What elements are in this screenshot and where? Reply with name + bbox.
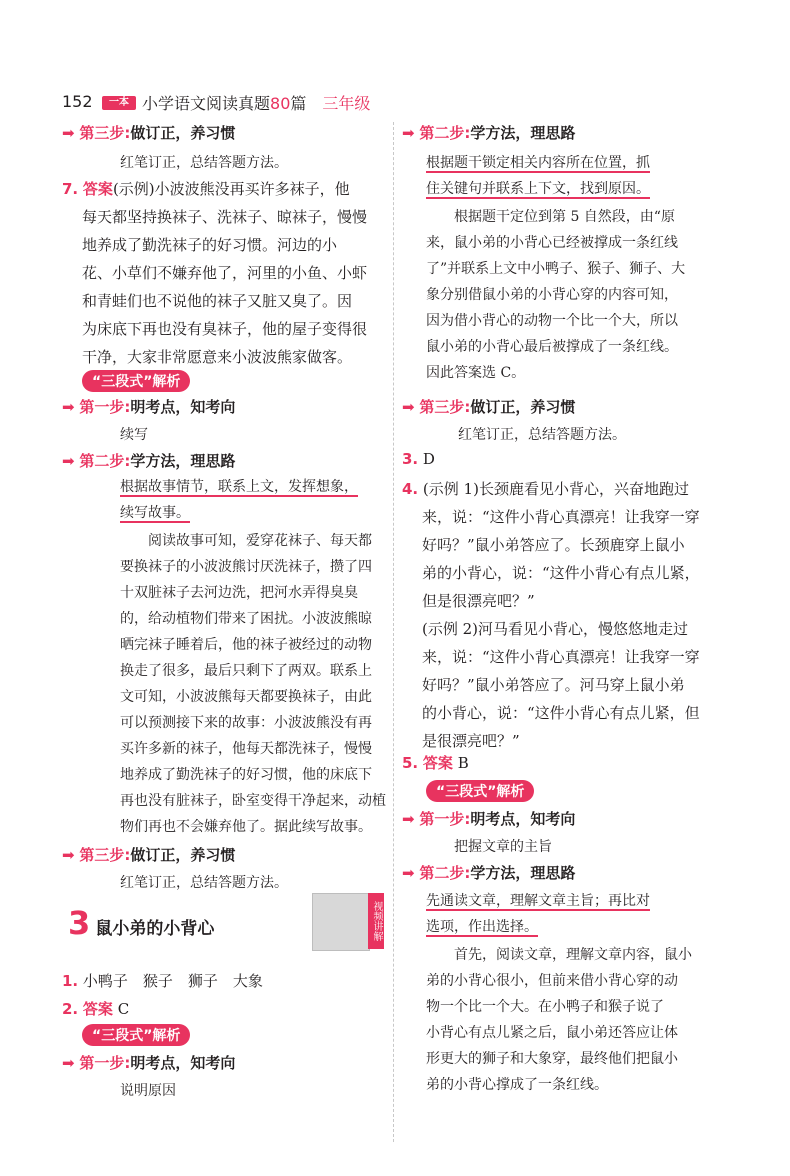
- step2-heading: ➡ 第二步:学方法，理思路: [402, 864, 576, 882]
- analysis-line: 十双脏袜子去河边洗，把河水弄得臭臭: [120, 585, 358, 601]
- analysis-line: 形更大的狮子和大象穿，最终他们把鼠小: [426, 1051, 678, 1067]
- answer-7-line: 干净，大家非常愿意来小波波熊家做客。: [82, 348, 353, 366]
- analysis-line: 小背心有点儿紧之后，鼠小弟还答应让体: [426, 1025, 678, 1041]
- step2-method: 续写故事。: [120, 505, 190, 521]
- brand-logo: 一本: [102, 96, 136, 110]
- step1-heading: ➡ 第一步:明考点，知考向: [62, 1054, 236, 1072]
- analysis-line: 晒完袜子睡着后，他的袜子被经过的动物: [120, 637, 372, 653]
- arrow-icon: ➡: [62, 398, 75, 416]
- step2-method: 根据题干锁定相关内容所在位置，抓: [426, 155, 650, 171]
- analysis-line: 因为借小背心的动物一个比一个大，所以: [426, 313, 678, 329]
- step3-body: 红笔订正，总结答题方法。: [458, 427, 626, 443]
- step3-heading: ➡ 第三步:做订正，养习惯: [402, 398, 576, 416]
- arrow-icon: ➡: [402, 124, 415, 142]
- arrow-icon: ➡: [62, 124, 75, 142]
- analysis-tag: “三段式”解析: [426, 780, 534, 802]
- grade-label: 三年级: [322, 94, 371, 113]
- page-header: [62, 88, 742, 116]
- analysis-line: 再也没有脏袜子，卧室变得干净起来，动植: [120, 793, 386, 809]
- analysis-tag: “三段式”解析: [82, 370, 190, 392]
- step1-body: 说明原因: [120, 1083, 176, 1099]
- step1-body: 把握文章的主旨: [454, 839, 552, 855]
- analysis-line: 来，鼠小弟的小背心已经被撑成一条红线: [426, 235, 678, 251]
- step1-heading: ➡ 第一步:明考点，知考向: [402, 810, 576, 828]
- answer-4-line: 但是很漂亮吧？”: [422, 592, 535, 610]
- answer-4-line: 好吗？”鼠小弟答应了。长颈鹿穿上鼠小: [422, 536, 685, 554]
- answer-7-first: 7. 答案(示例)小波波熊没再买许多袜子，他: [62, 180, 350, 198]
- column-divider: [393, 122, 394, 1142]
- section-heading: 3 鼠小弟的小背心: [68, 904, 215, 942]
- step2-method: 根据故事情节，联系上文，发挥想象，: [120, 479, 358, 495]
- step3-heading: ➡ 第三步:做订正，养习惯: [62, 846, 236, 864]
- step2-heading: ➡ 第二步:学方法，理思路: [62, 452, 236, 470]
- analysis-line: 文可知，小波波熊每天都要换袜子，由此: [120, 689, 372, 705]
- answer-4-line: 来，说：“这件小背心真漂亮！让我穿一穿: [422, 508, 700, 526]
- analysis-tag: “三段式”解析: [82, 1024, 190, 1046]
- analysis-line: 因此答案选 C。: [426, 365, 526, 381]
- answer-1: 1. 小鸭子 猴子 狮子 大象: [62, 972, 263, 990]
- answer-7-line: 为床底下再也没有臭袜子，他的屋子变得很: [82, 320, 368, 338]
- answer-4-line: (示例 2)河马看见小背心，慢悠悠地走过: [422, 620, 689, 638]
- arrow-icon: ➡: [402, 864, 415, 882]
- analysis-line: 可以预测接下来的故事：小波波熊没有再: [120, 715, 372, 731]
- answer-4-line: 弟的小背心，说：“这件小背心有点儿紧，: [422, 564, 700, 582]
- analysis-line: 根据题干定位到第 5 自然段，由“原: [454, 209, 675, 225]
- analysis-line: 首先，阅读文章，理解文章内容，鼠小: [454, 947, 692, 963]
- answer-4-line: 好吗？”鼠小弟答应了。河马穿上鼠小弟: [422, 676, 685, 694]
- analysis-line: 弟的小背心很小，但前来借小背心穿的动: [426, 973, 678, 989]
- answer-7-line: 地养成了勤洗袜子的好习惯。河边的小: [82, 236, 338, 254]
- answer-4-first: 4. (示例 1)长颈鹿看见小背心，兴奋地跑过: [402, 480, 689, 498]
- answer-7-line: 每天都坚持换袜子、洗袜子、晾袜子，慢慢: [82, 208, 368, 226]
- step2-heading: ➡ 第二步:学方法，理思路: [402, 124, 576, 142]
- answer-4-line: 是很漂亮吧？”: [422, 732, 520, 750]
- book-title: 小学语文阅读真题80篇 三年级: [142, 94, 371, 113]
- answer-4-line: 的小背心，说：“这件小背心有点儿紧，但: [422, 704, 700, 722]
- step3-heading: ➡ 第三步:做订正，养习惯: [62, 124, 236, 142]
- analysis-line: 的，给动植物们带来了困扰。小波波熊晾: [120, 611, 372, 627]
- arrow-icon: ➡: [62, 1054, 75, 1072]
- step3-body: 红笔订正，总结答题方法。: [120, 875, 288, 891]
- answer-3: 3. D: [402, 450, 435, 468]
- analysis-line: 物一个比一个大。在小鸭子和猴子说了: [426, 999, 664, 1015]
- arrow-icon: ➡: [62, 846, 75, 864]
- analysis-line: 弟的小背心撑成了一条红线。: [426, 1077, 608, 1093]
- step2-method: 住关键句并联系上下文，找到原因。: [426, 181, 650, 197]
- video-explain-tab[interactable]: 视频讲解: [368, 893, 384, 949]
- answer-7-line: 花、小草们不嫌弃他了，河里的小鱼、小虾: [82, 264, 368, 282]
- arrow-icon: ➡: [402, 810, 415, 828]
- arrow-icon: ➡: [402, 398, 415, 416]
- answer-7-line: 和青蛙们也不说他的袜子又脏又臭了。因: [82, 292, 353, 310]
- arrow-icon: ➡: [62, 452, 75, 470]
- analysis-line: 阅读故事可知，爱穿花袜子、每天都: [148, 533, 372, 549]
- step1-heading: ➡ 第一步:明考点，知考向: [62, 398, 236, 416]
- analysis-line: 物们再也不会嫌弃他了。据此续写故事。: [120, 819, 372, 835]
- answer-5: 5. 答案 B: [402, 754, 469, 772]
- analysis-line: 象分别借鼠小弟的小背心穿的内容可知，: [426, 287, 678, 303]
- analysis-line: 地养成了勤洗袜子的好习惯，他的床底下: [120, 767, 372, 783]
- qr-code[interactable]: [312, 893, 370, 951]
- analysis-line: 买许多新的袜子，他每天都洗袜子，慢慢: [120, 741, 372, 757]
- page-number: 152: [62, 92, 93, 111]
- analysis-line: 鼠小弟的小背心最后被撑成了一条红线。: [426, 339, 678, 355]
- analysis-line: 了”并联系上文中小鸭子、猴子、狮子、大: [426, 261, 686, 277]
- answer-4-line: 来，说：“这件小背心真漂亮！让我穿一穿: [422, 648, 700, 666]
- answer-2: 2. 答案 C: [62, 1000, 130, 1018]
- analysis-line: 换走了很多，最后只剩下了两双。联系上: [120, 663, 372, 679]
- step1-body: 续写: [120, 427, 148, 443]
- analysis-line: 要换袜子的小波波熊讨厌洗袜子，攒了四: [120, 559, 372, 575]
- step3-body: 红笔订正，总结答题方法。: [120, 155, 288, 171]
- step2-method: 选项，作出选择。: [426, 919, 538, 935]
- step2-method: 先通读文章，理解文章主旨；再比对: [426, 893, 650, 909]
